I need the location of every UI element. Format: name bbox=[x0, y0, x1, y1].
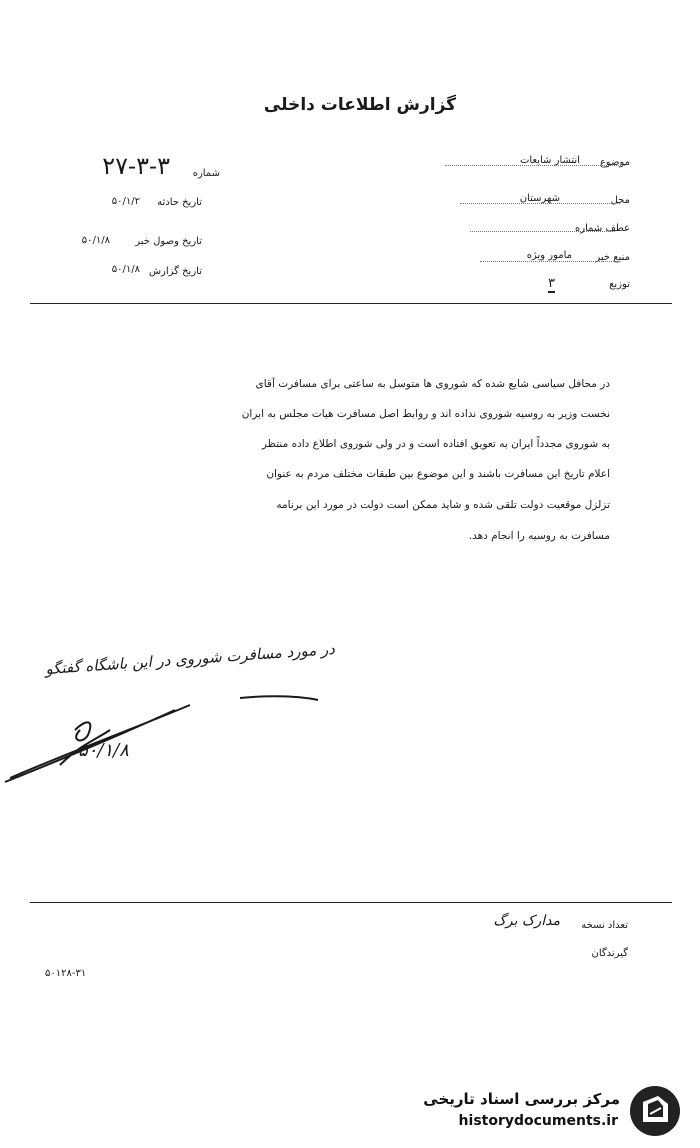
copies-label: تعداد نسخه bbox=[581, 920, 628, 931]
body-line: در محافل سیاسی شایع شده که شوروی ها متوسل به ساعتی برای مسافرت آقای bbox=[255, 378, 610, 390]
signature-scribble bbox=[0, 690, 320, 790]
receipt-date-value: ۵۰/۱/۸ bbox=[81, 235, 110, 246]
event-date-value: ۵۰/۱/۲ bbox=[111, 196, 140, 207]
distribution-label: توزیع bbox=[609, 279, 630, 290]
body-line: مسافرت به روسیه را انجام دهد. bbox=[468, 530, 610, 542]
page-title: گزارش اطلاعات داخلی bbox=[263, 95, 457, 115]
reference-dots bbox=[470, 231, 615, 232]
annotation-date: ۵۰/۱/۸ bbox=[78, 740, 129, 761]
body-line: به شوروی مجدداً ایران به تعویق افتاده است و در ولی شوروی اطلاع داده منتظر bbox=[261, 438, 610, 450]
number-value: ۲۷-۳-۳ bbox=[102, 152, 170, 180]
source-label: منبع خبر bbox=[595, 252, 630, 263]
number-label: شماره bbox=[192, 168, 220, 179]
recipients-label: گیرندگان bbox=[591, 948, 628, 959]
source-value: مامور ویژه bbox=[526, 250, 572, 261]
subject-label: موضوع bbox=[599, 157, 630, 168]
watermark-org: مرکز بررسی اسناد تاریخی bbox=[423, 1090, 620, 1108]
body-line: اعلام تاریخ این مسافرت باشند و این موضوع بین طبقات مختلف مردم به عنوان bbox=[266, 468, 610, 480]
receipt-date-label: تاریخ وصول خبر bbox=[135, 236, 202, 247]
place-value: شهرستان bbox=[519, 193, 560, 204]
document-center-logo-icon bbox=[628, 1084, 682, 1138]
copies-value: مدارک برگ bbox=[493, 913, 560, 929]
footer-divider bbox=[30, 902, 672, 903]
form-code: ۵۰۱۲۸-۳۱ bbox=[45, 968, 87, 979]
body-line: نخست وزیر به روسیه شوروی نداده اند و روابط اصل مسافرت هیات مجلس به ایران bbox=[241, 408, 610, 420]
body-line: تزلزل موقعیت دولت تلقی شده و شاید ممکن است دولت در مورد این برنامه bbox=[276, 499, 610, 511]
reference-label: عطف شماره bbox=[575, 223, 630, 234]
handwritten-note: در مورد مسافرت شوروی در این باشگاه گفتگو bbox=[44, 639, 336, 679]
watermark-site: historydocuments.ir bbox=[458, 1113, 618, 1129]
header-divider bbox=[30, 303, 672, 304]
report-date-label: تاریخ گزارش bbox=[148, 266, 202, 277]
event-date-label: تاریخ حادثه bbox=[157, 197, 202, 208]
report-date-value: ۵۰/۱/۸ bbox=[111, 264, 140, 275]
source-dots bbox=[480, 261, 620, 262]
place-label: محل bbox=[610, 195, 630, 206]
distribution-value: ۳ bbox=[548, 276, 555, 291]
subject-value: انتشار شایعات bbox=[519, 155, 580, 166]
